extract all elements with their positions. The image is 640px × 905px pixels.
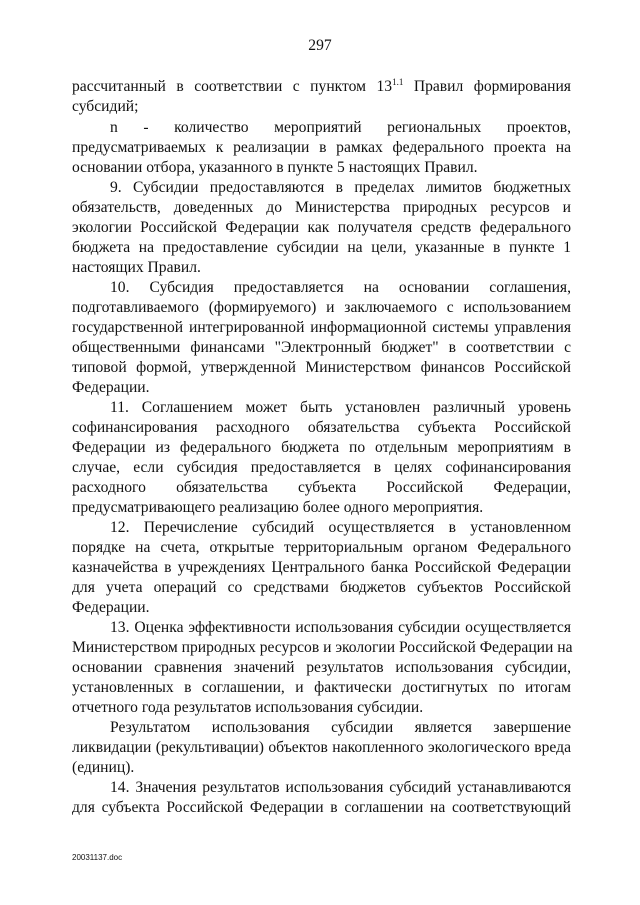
text-line: экологии Российской Федерации как получателя средств федерального: [72, 219, 571, 236]
text-line: Федерации.: [72, 379, 150, 396]
text-line: государственной интегрированной информационной системы управления: [72, 319, 571, 336]
text-line: ликвидации (рекультивации) объектов накопленного экологического вреда: [72, 739, 571, 756]
text-line: типовой формой, утвержденной Министерством финансов Российской: [72, 359, 571, 376]
text-line: софинансирования расходного обязательства субъекта Российской: [72, 419, 571, 436]
text-line: обязательств, доведенных до Министерства природных ресурсов и: [72, 199, 571, 216]
text-line: Министерством природных ресурсов и экологии Российской Федерации на: [72, 639, 573, 656]
text-line: основании сравнения значений результатов использования субсидии,: [72, 659, 571, 676]
text-line: случае, если субсидия предоставляется в целях софинансирования: [72, 459, 571, 476]
text-line: общественными финансами "Электронный бюджет" в соответствии с: [72, 339, 571, 356]
text-line: 12. Перечисление субсидий осуществляется в установленном: [110, 519, 571, 536]
page-number: 297: [308, 37, 332, 54]
text-line: 14. Значения результатов использования субсидий устанавливаются: [110, 779, 571, 796]
text-line: 13. Оценка эффективности использования субсидии осуществляется: [110, 619, 571, 636]
text-line: 11. Соглашением может быть установлен различный уровень: [110, 399, 571, 416]
text-line: Федерации.: [72, 599, 150, 616]
text-line: основании отбора, указанного в пункте 5 настоящих Правил.: [72, 159, 478, 176]
text-line: 10. Субсидия предоставляется на основании соглашения,: [110, 279, 571, 296]
text-line: отчетного года результатов использования субсидии.: [72, 699, 424, 716]
file-name-footer: 20031137.doc: [72, 853, 123, 862]
text-line: установленных в соглашении, и фактически достигнутых по итогам: [72, 679, 571, 696]
text-line: предусматривающего реализацию более одного мероприятия.: [72, 499, 484, 516]
text-line: 9. Субсидии предоставляются в пределах лимитов бюджетных: [110, 179, 571, 196]
text-line: (единиц).: [72, 759, 135, 776]
text-line: казначейства в учреждениях Центрального банка Российской Федерации: [72, 559, 571, 576]
text-line: Результатом использования субсидии является завершение: [110, 719, 571, 736]
text-line: рассчитанный в соответствии с пунктом $13^{1.1}$ Правил формирования: [72, 77, 571, 95]
text-line: расходного обязательства субъекта Российской Федерации,: [72, 479, 571, 496]
text-line: подготавливаемого (формируемого) и заключаемого с использованием: [72, 299, 571, 316]
text-line: порядке на счета, открытые территориальным органом Федерального: [72, 539, 571, 556]
text-line: субсидий;: [72, 98, 139, 115]
text-line: для учета операций со средствами бюджетов субъектов Российской: [72, 579, 571, 596]
text-line: бюджета на предоставление субсидии на цели, указанные в пункте 1: [72, 239, 571, 256]
text-line: предусматриваемых к реализации в рамках федерального проекта на: [72, 139, 571, 156]
text-line: Федерации из федерального бюджета по отдельным мероприятиям в: [72, 439, 571, 456]
text-line: настоящих Правил.: [72, 259, 201, 276]
text-line: n - количество мероприятий региональных проектов,: [110, 119, 571, 136]
text-line: для субъекта Российской Федерации в соглашении на соответствующий: [72, 799, 571, 816]
